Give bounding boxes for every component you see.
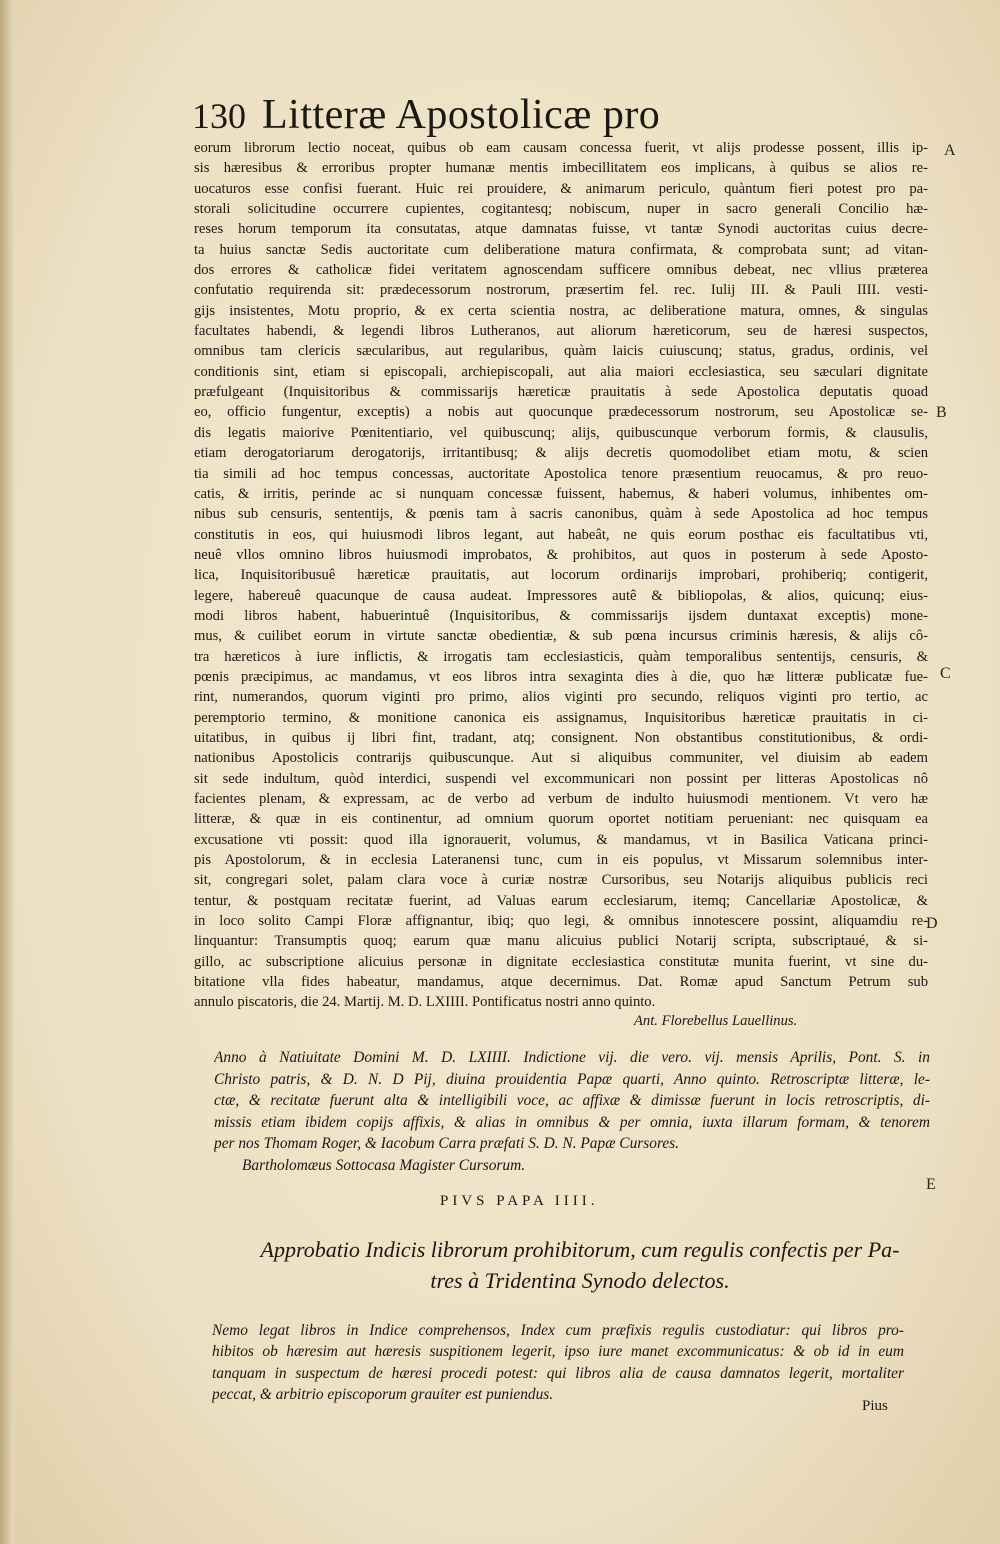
text-line: nationibus Apostolicis contrarijs quibuscunque. Aut si aliquibus communiter, vel diuisim ab eadem: [194, 750, 928, 767]
running-title: Litteræ Apostolicæ pro: [262, 92, 661, 138]
text-line: linquantur: Transumptis quoq; earum quæ manu alicuius publici Notarij scripta, subscriptaué, & si-: [194, 933, 928, 950]
decree-block: [212, 1320, 904, 1406]
text-line: bitatione vlla fides habeatur, mandamus, atque decernimus. Dat. Romæ apud Sanctum Petrum sub: [194, 974, 928, 991]
page-gutter: [0, 0, 14, 1544]
text-line: excusatione vti possit: quod illa ignorauerit, volumus, & mandamus, vt in Basilica Vaticana princi-: [194, 831, 928, 848]
text-line: catis, & irritis, perinde ac si nunquam concessæ fuissent, habemus, & haberi volumus, inhibentes om-: [194, 485, 928, 502]
attestation-block: [214, 1047, 930, 1177]
page-header: [192, 92, 792, 140]
text-line: tra hæreticos à iure inflictis, & irrogatis tam ecclesiasticis, quàm temporalibus sententijs, censuris, &: [194, 648, 928, 665]
text-line: nibus sub censuris, sententijs, & pœnis tam à sacris canonibus, quàm à sede Apostolica ad hoc tempus: [194, 506, 928, 523]
page-number: 130: [192, 96, 246, 136]
text-line: eorum librorum lectio noceat, quibus ob eam causam concessa fuerit, vt alijs prodesse possent, illis ip-: [194, 140, 928, 156]
decree-line: peccat, & arbitrio episcoporum grauiter est puniendus.: [212, 1386, 554, 1404]
text-line: annulo piscatoris, die 24. Martij. M. D. LXIIII. Pontificatus nostri anno quinto.: [194, 994, 656, 1011]
section-title: [250, 1234, 910, 1296]
text-line: storali solicitudine occurrere cupientes, cogitantesq; nobiscum, nuper in sacro generali Concilio hæ-: [194, 201, 928, 218]
text-line: peremptorio termino, & monitione canonica eis assignamus, Inquisitoribus hæreticæ prauitatis in ci-: [194, 709, 928, 726]
text-line: legere, habereuê quacunque de causa audeat. Impressores autê & bibliopolas, & alios, quicunq; eius-: [194, 587, 928, 604]
margin-letter-d: D: [926, 915, 938, 932]
decree-line: hibitos ob hæresim aut hæresis suspitionem legerit, ipso iure manet excommunicatus: & ob id in eum: [212, 1343, 904, 1361]
attestation-signature: Bartholomæus Sottocasa Magister Cursorum.: [242, 1156, 526, 1174]
text-line: tia simili ad hoc tempus concessas, auctoritate Apostolica tenore præsentium reuocamus, & pro reuo-: [194, 465, 928, 482]
text-line: mus, & cuilibet eorum in virtute sanctæ obedientiæ, & sub pœna incursus criminis hæresis, & alijs cô-: [194, 628, 928, 645]
decree-line: Nemo legat libros in Indice comprehensos, Index cum præfixis regulis custodiatur: qui libros pro-: [212, 1322, 904, 1339]
text-line: facultates habendi, & legendi libros Lutheranos, aut aliorum hæreticorum, seu de hæresi suspectos,: [194, 323, 928, 340]
text-line: litteræ, & quæ in eis continentur, ad omnium quorum oportet notitiam perueniant: nec quisquam ea: [194, 811, 928, 828]
signature-line: Ant. Florebellus Lauellinus.: [634, 1013, 798, 1029]
text-line: conditionis sint, etiam si episcopali, archiepiscopali, aut alia maiori ecclesiastica, seu sæculari dignitate: [194, 363, 928, 380]
text-line: sis hæresibus & erroribus propter humanæ mentis imbecillitatem eos implicans, à quibus se alios re-: [194, 160, 928, 177]
text-line: pis Apostolorum, & in ecclesia Lateranensi tunc, cum in eis populus, vt Missarum solemnibus inter-: [194, 852, 928, 869]
margin-letter-a: A: [944, 142, 956, 159]
text-line: etiam derogatoriarum derogatorijs, irritantibusq; & alijs decretis quomodolibet etiam motu, & scien: [194, 445, 928, 462]
text-line: uocaturos esse confisi fuerant. Huic rei prouidere, & animarum periculo, quàntum fieri potest pro pa-: [194, 180, 928, 197]
text-line: in loco solito Campi Floræ affignantur, ibiq; quo legi, & omnibus innotescere possint, aliquamdiu re-: [194, 913, 928, 930]
text-line: sit sede indultum, quòd interdici, suspendi vel excommunicari non possint per litteras Apostolicas nô: [194, 770, 928, 787]
decree-line: tanquam in suspectum de hæresi procedi potest: qui libros alia de causa damnatos legerit, mortaliter: [212, 1364, 904, 1382]
text-line: modi libros habent, habuerintuê (Inquisitoribus, & commissarijs ijsdem duntaxat exceptis) mone-: [194, 607, 928, 624]
margin-letter-b: B: [936, 404, 947, 421]
text-line: dis legatis maiorive Pœnitentiario, vel quibuscunq; alijs, quibuscunque verborum formis, & clausulis,: [194, 424, 928, 441]
text-line: rint, numerandos, quorum viginti pro primo, alios viginti pro secundo, reliquos viginti pro tertio, ac: [194, 689, 928, 706]
text-line: reses horum temporum ita consutatas, atque damnatas fuisse, vt tantæ Synodi auctoritas cuius decre-: [194, 221, 928, 238]
section-heading: PIVS PAPA IIII.: [440, 1193, 599, 1209]
text-line: omnibus tam clericis sæcularibus, aut regularibus, quàm laicis cuiuscunq; status, gradus, ordinis, vel: [194, 343, 928, 360]
margin-letter-e: E: [926, 1176, 936, 1193]
attestation-line: Christo patris, & D. N. D Pij, diuina prouidentia Papæ quarti, Anno quinto. Retroscriptæ litteræ, le-: [214, 1070, 930, 1088]
text-line: præfulgeant (Inquisitoribus & commissarijs hæreticæ prauitatis à sede Apostolica deputatis quoad: [194, 384, 928, 401]
text-line: lica, Inquisitoribusuê hæreticæ prauitatis, aut locorum ordinarijs improbari, prohiberiq; contigerit,: [194, 567, 928, 584]
catchword: Pius: [862, 1398, 888, 1414]
text-line: eo, officio fungentur, exceptis) a nobis aut quocunque prædecessorum nostrorum, seu Apostolicæ se-: [194, 404, 928, 421]
attestation-line: Anno à Natiuitate Domini M. D. LXIIII. Indictione vij. die vero. vij. mensis Aprilis, Pont. S. in: [214, 1049, 930, 1066]
text-line: dos errores & catholicæ fidei veritatem agnoscendam sufficere omnibus debeat, nec vllius præterea: [194, 262, 928, 279]
text-line: facientes plenam, & expressam, ac de verbo ad verbum de indulto huiusmodi mentionem. Vt vero hæ: [194, 791, 928, 807]
text-line: gijs insistentes, Motu proprio, & ex certa scientia nostra, ac deliberatione matura, omnes, & singulas: [194, 302, 928, 319]
text-line: tentur, & postquam recitatæ fuerint, ad Valuas earum ecclesiarum, itemq; Cancellariæ Apostolicæ, &: [194, 892, 928, 909]
section-title-line: tres à Tridentina Synodo delectos.: [430, 1268, 730, 1293]
section-title-line: Approbatio Indicis librorum prohibitorum, cum regulis confectis per Pa-: [260, 1237, 900, 1262]
attestation-line: missis etiam ibidem copijs affixis, & alias in omnibus & per omnia, iuxta illarum formam, & tenorem: [214, 1113, 930, 1131]
text-line: ta huius sanctæ Sedis auctoritate cum deliberatione matura confirmata, & comprobata sunt; ad vitan-: [194, 241, 928, 258]
text-line: neuê vllos omnino libros huiusmodi improbatos, & prohibitos, aut quos in posterum à sede Aposto-: [194, 546, 928, 563]
attestation-line: ctæ, & recitatæ fuerunt alta & intelligibili voce, ac affixæ & dimissæ fuerunt in locis retroscriptis, di-: [214, 1092, 930, 1110]
margin-letter-c: C: [940, 665, 951, 682]
text-line: gillo, ac subscriptione alicuius personæ in dignitate ecclesiastica constitutæ munita fuerint, vt sine du-: [194, 953, 928, 970]
main-text-block: [194, 138, 928, 1013]
text-line: constitutis in eos, qui huiusmodi libros legant, aut habeât, ne quis eorum posthac eis facultatibus vti,: [194, 526, 928, 543]
attestation-line: per nos Thomam Roger, & Iacobum Carra præfati S. D. N. Papæ Cursores.: [214, 1135, 680, 1153]
text-line: sit, congregari solet, palam clara voce à curiæ nostræ Cursoribus, seu Notarijs aliquibus publicis reci: [194, 872, 928, 889]
text-line: uitatibus, in quibus ij libri fint, tradant, atq; consignent. Non obstantibus constitutionibus, & ordi-: [194, 729, 928, 746]
text-line: confutatio requirenda sit: prædecessorum nostrorum, præsertim fel. rec. Iulij III. & Pauli IIII. vesti-: [194, 282, 928, 299]
text-line: pœnis præcipimus, ac mandamus, vt eos libros intra sexaginta dies à die, quo hæ litteræ publicatæ fue-: [194, 668, 928, 685]
